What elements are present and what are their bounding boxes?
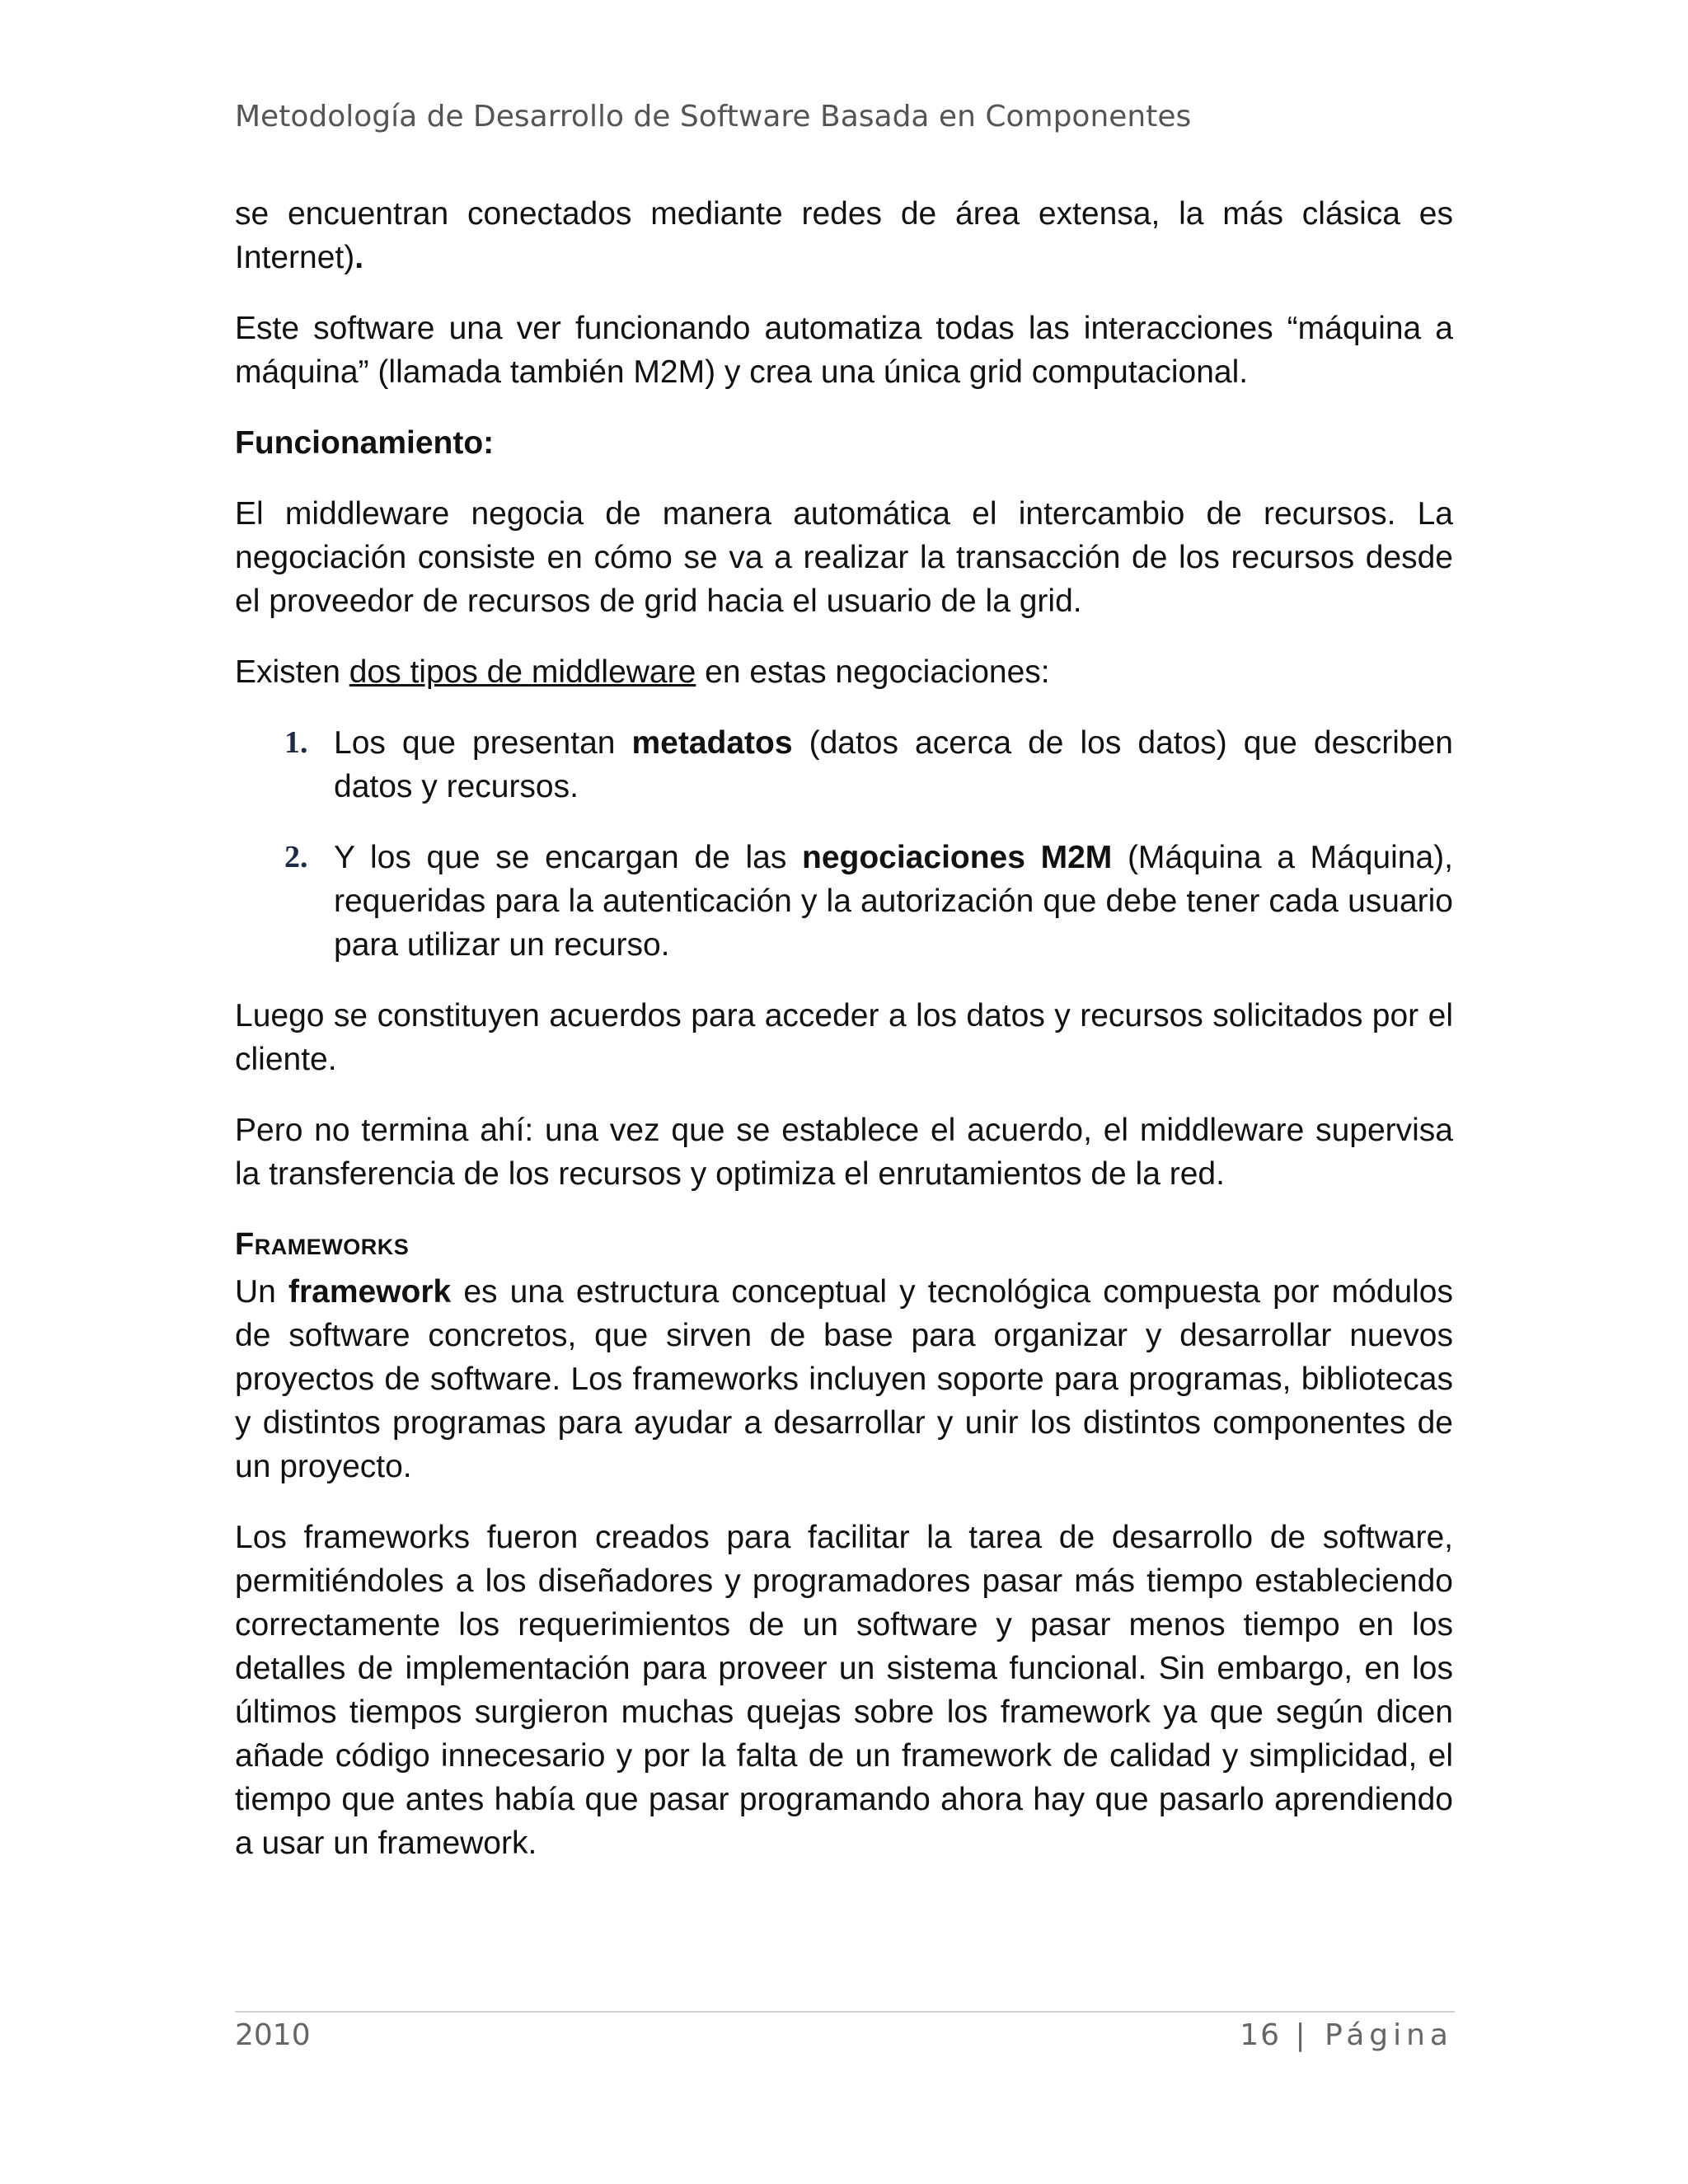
underlined-phrase: dos tipos de middleware [349,654,696,690]
paragraph-framework-definition [235,1270,1453,1488]
paragraph-end-period: . [354,240,364,275]
paragraph-supervisa: Pero no termina ahí: una vez que se establece el acuerdo, el middleware supervisa la transferencia de los recursos y optimiza el enrutamientos de la red. [235,1113,1453,1192]
footer-separator: | [1295,2018,1311,2052]
paragraph-text: se encuentran conectados mediante redes de área extensa, la más clásica es Internet) [235,196,1453,275]
paragraph-text: Existen [235,654,349,690]
list-number: 2. [284,840,308,874]
list-text: Los que presentan [334,725,632,761]
page-header: Metodología de Desarrollo de Software Basada en Componentes [235,100,1192,134]
list-number: 1. [284,725,308,760]
document-body [235,192,1453,1892]
list-bold-term: negociaciones M2M [802,840,1113,875]
paragraph-text: Un [235,1274,288,1310]
paragraph-tipos [235,650,1453,694]
footer-page-indicator [1240,2011,1453,2060]
list-text: (datos acerca de los datos) que describen datos y recursos. [334,725,1453,804]
numbered-list [235,721,1453,967]
list-item [235,836,1453,967]
list-text: Y los que se encargan de las [334,840,802,875]
heading-frameworks: Frameworks [235,1227,410,1262]
paragraph-acuerdos: Luego se constituyen acuerdos para acceder a los datos y recursos solicitados por el cliente. [235,998,1453,1077]
paragraph-m2m: Este software una ver funcionando automatiza todas las interacciones “máquina a máquina” (llamada también M2M) y crea una única grid computacional. [235,311,1453,390]
bold-term: framework [288,1274,452,1310]
page-number: 16 [1240,2018,1282,2052]
list-item [235,721,1453,808]
paragraph-text: es una estructura conceptual y tecnológica compuesta por módulos de software concretos, que sirven de base para organizar y desarrollar nuevos proyectos de software. Los frameworks incluyen soporte para programas, bibliotecas y distintos programas para ayudar a desarrollar y unir los distintos componentes de un proyecto. [235,1274,1453,1484]
paragraph-framework-purpose: Los frameworks fueron creados para facilitar la tarea de desarrollo de software, permitiéndoles a los diseñadores y programadores pasar más tiempo estableciendo correctamente los requerimientos de un software y pasar menos tiempo en los detalles de implementación para proveer un sistema funcional. Sin embargo, en los últimos tiempos surgieron muchas quejas sobre los framework ya que según dicen añade código innecesario y por la falta de un framework de calidad y simplicidad, el tiempo que antes había que pasar programando ahora hay que pasarlo aprendiendo a usar un framework. [235,1520,1453,1861]
list-bold-term: metadatos [631,725,793,761]
paragraph-text: en estas negociaciones: [696,654,1050,690]
page-label: Página [1325,2018,1453,2052]
paragraph-negociacion: El middleware negocia de manera automática el intercambio de recursos. La negociación consiste en cómo se va a realizar la transacción de los recursos desde el proveedor de recursos de grid hacia el usuario de la grid. [235,496,1453,619]
paragraph-continuation [235,192,1453,279]
list-text: (Máquina a Máquina), requeridas para la autenticación y la autorización que debe tener cada usuario para utilizar un recurso. [334,840,1453,963]
heading-funcionamiento: Funcionamiento: [235,425,495,461]
footer-year: 2010 [235,2018,311,2052]
